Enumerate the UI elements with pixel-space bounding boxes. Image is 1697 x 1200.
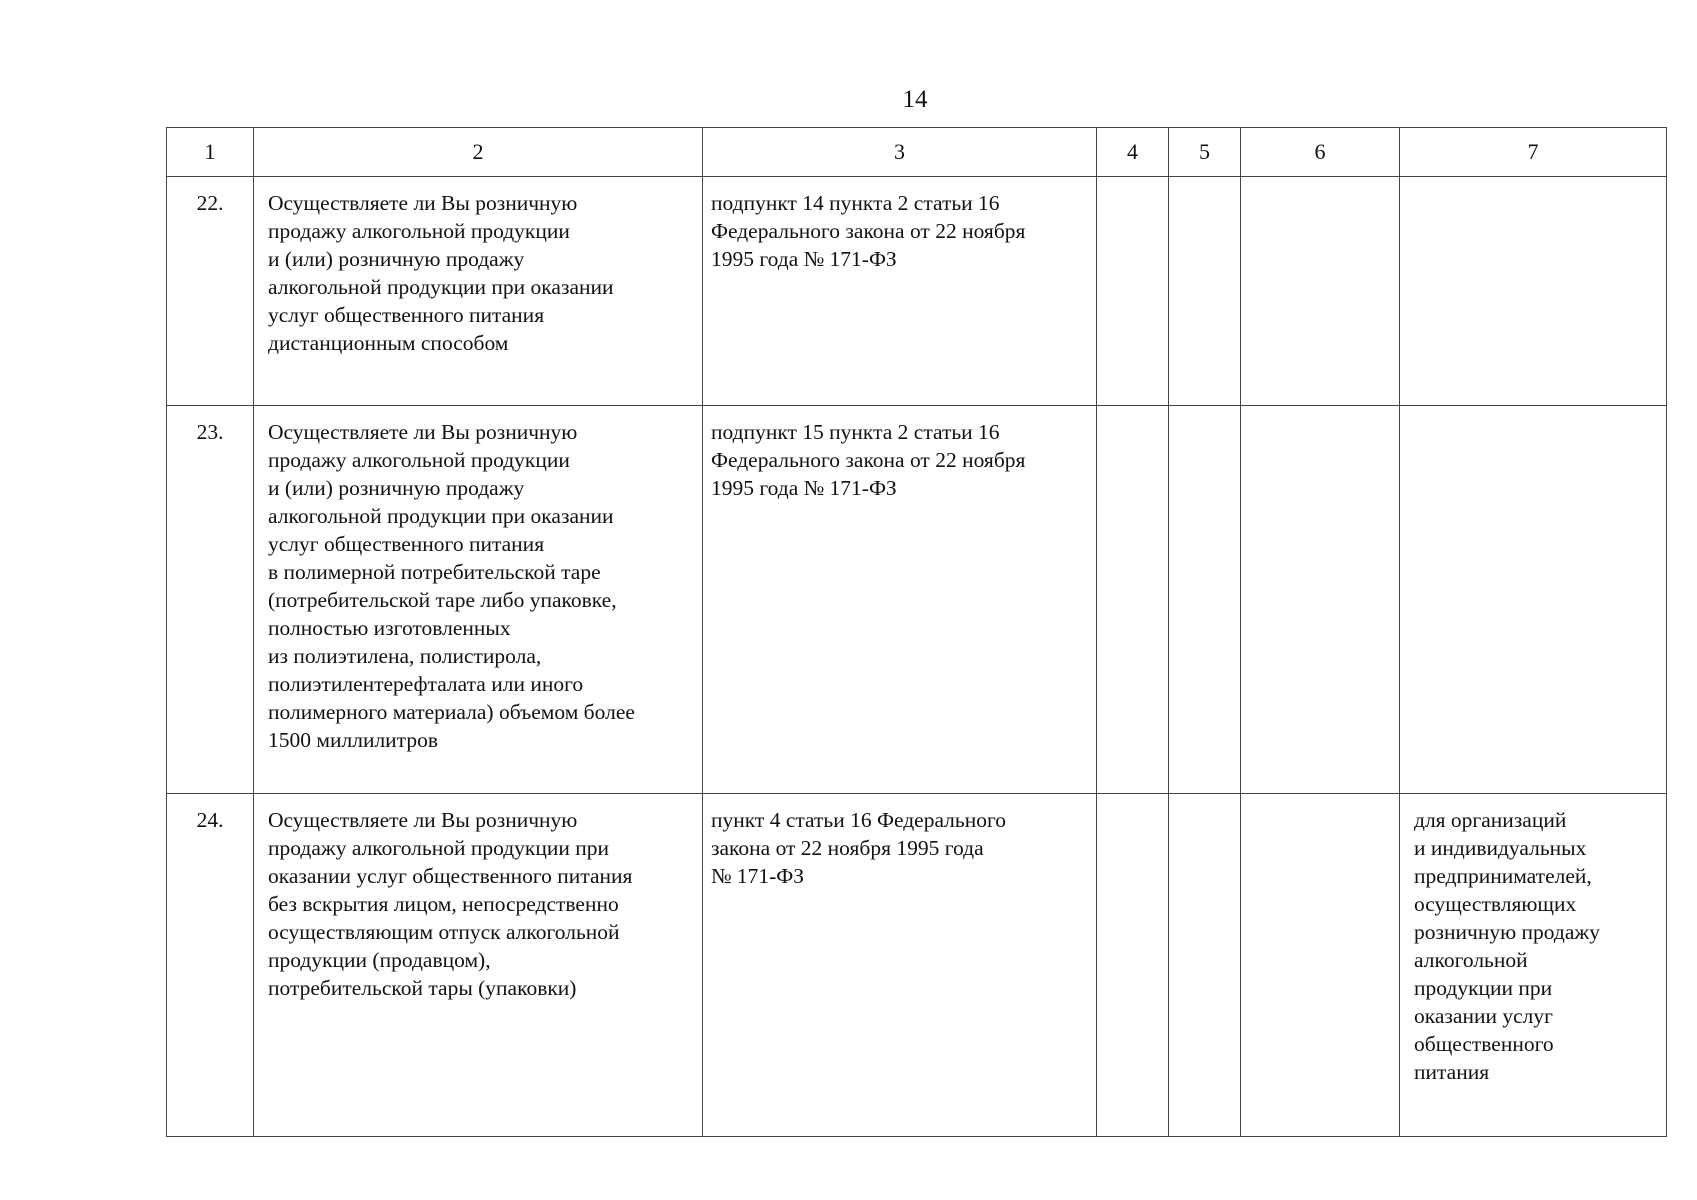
header-col-3: 3 xyxy=(703,128,1097,177)
header-col-4: 4 xyxy=(1097,128,1169,177)
row-number: 23. xyxy=(167,406,254,794)
reference-cell xyxy=(703,406,1097,794)
answer-cell-col5 xyxy=(1169,177,1241,406)
row-number: 24. xyxy=(167,794,254,1137)
answer-cell-col6 xyxy=(1241,406,1400,794)
table-row xyxy=(167,406,1667,794)
question-cell xyxy=(254,794,703,1137)
answer-cell-col4 xyxy=(1097,406,1169,794)
checklist-table xyxy=(166,127,1667,1137)
header-row xyxy=(167,128,1667,177)
header-col-7: 7 xyxy=(1400,128,1667,177)
reference-text: подпункт 14 пункта 2 статьи 16 Федерального закона от 22 ноября 1995 года № 171-ФЗ xyxy=(711,191,1026,271)
question-cell xyxy=(254,406,703,794)
answer-cell-col5 xyxy=(1169,406,1241,794)
question-text: Осуществляете ли Вы розничную продажу алкогольной продукции и (или) розничную продажу алкогольной продукции при оказании услуг общественного питания в полимерной потребительской таре (потребительской таре либо упаковке, полностью изготовленных из полиэтилена, полистирола, полиэтилентерефталата или иного полимерного материала) объемом более 1500 миллилитров xyxy=(268,420,635,752)
note-text: для организаций и индивидуальных предпринимателей, осуществляющих розничную продажу алкогольной продукции при оказании услуг общественного питания xyxy=(1414,808,1600,1084)
answer-cell-col4 xyxy=(1097,794,1169,1137)
answer-cell-col6 xyxy=(1241,794,1400,1137)
note-cell xyxy=(1400,794,1667,1137)
table-row xyxy=(167,177,1667,406)
header-col-2: 2 xyxy=(254,128,703,177)
note-cell xyxy=(1400,406,1667,794)
header-col-1: 1 xyxy=(167,128,254,177)
reference-cell xyxy=(703,177,1097,406)
answer-cell-col5 xyxy=(1169,794,1241,1137)
row-number: 22. xyxy=(167,177,254,406)
reference-text: подпункт 15 пункта 2 статьи 16 Федерального закона от 22 ноября 1995 года № 171-ФЗ xyxy=(711,420,1026,500)
question-cell xyxy=(254,177,703,406)
question-text: Осуществляете ли Вы розничную продажу алкогольной продукции при оказании услуг общественного питания без вскрытия лицом, непосредственно осуществляющим отпуск алкогольной продукции (продавцом), потребительской тары (упаковки) xyxy=(268,808,633,1000)
reference-text: пункт 4 статьи 16 Федерального закона от 22 ноября 1995 года № 171-ФЗ xyxy=(711,808,1006,888)
header-col-5: 5 xyxy=(1169,128,1241,177)
page-number: 14 xyxy=(902,86,928,113)
table-row xyxy=(167,794,1667,1137)
reference-cell xyxy=(703,794,1097,1137)
note-cell xyxy=(1400,177,1667,406)
header-col-6: 6 xyxy=(1241,128,1400,177)
answer-cell-col6 xyxy=(1241,177,1400,406)
answer-cell-col4 xyxy=(1097,177,1169,406)
question-text: Осуществляете ли Вы розничную продажу алкогольной продукции и (или) розничную продажу алкогольной продукции при оказании услуг общественного питания дистанционным способом xyxy=(268,191,614,355)
